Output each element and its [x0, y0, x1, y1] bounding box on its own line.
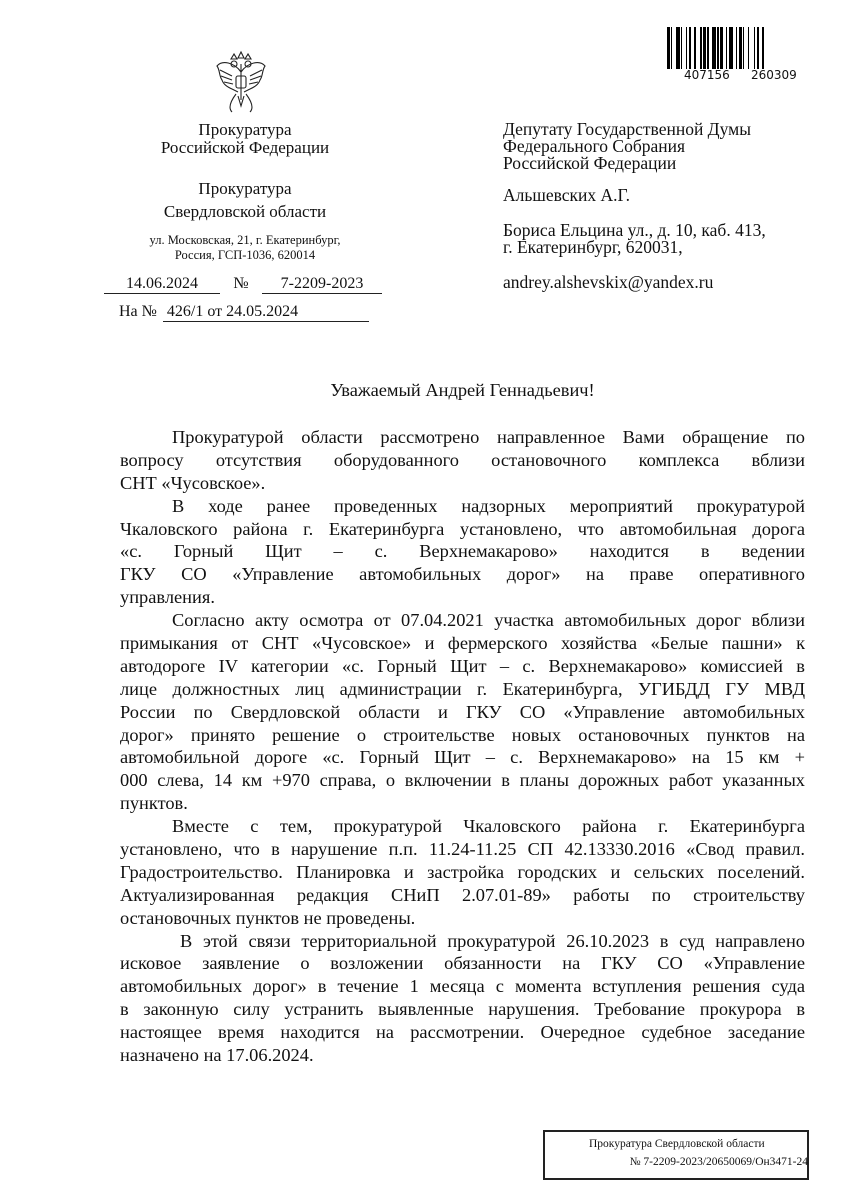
paragraph-line: лице должностных лиц администрации г. Екатеринбурга, УГИБДД ГУ МВД: [120, 678, 805, 699]
org-line: Прокуратура: [198, 120, 292, 139]
coat-of-arms-emblem: [214, 50, 268, 114]
address-line: ул. Московская, 21, г. Екатеринбург,: [149, 233, 341, 247]
paragraph-line: В этой связи территориальной прокуратурой 26.10.2023 в суд направлено: [180, 930, 805, 951]
recipient-address: [503, 222, 766, 256]
letter-body: [120, 426, 805, 1067]
paragraph-line: В ходе ранее проведенных надзорных мероприятий прокуратурой: [172, 495, 805, 516]
barcode-left-digits: 407156: [684, 68, 730, 82]
reply-label: На №: [119, 303, 157, 320]
paragraph-line: автомобильной дороге «с. Горный Щит – с. Верхнемакарово» на 15 км +: [120, 747, 805, 768]
paragraph-line: пунктов.: [120, 793, 188, 814]
paragraph-line: примыкания от СНТ «Чусовское» и фермерского хозяйства «Белые пашни» к: [120, 633, 805, 654]
paragraph-line: установлено, что в нарушение п.п. 11.24-11.25 СП 42.13330.2016 «Свод правил.: [120, 839, 805, 860]
number-sign: №: [233, 275, 249, 292]
barcode: [667, 27, 813, 69]
paragraph-line: России по Свердловской области и ГКУ СО «Управление автомобильных: [120, 701, 805, 722]
paragraph-line: остановочных пунктов не проведены.: [120, 907, 416, 928]
paragraph-line: Вместе с тем, прокуратурой Чкаловского района г. Екатеринбурга: [172, 816, 805, 837]
paragraph-line: дорог» принято решение о строительстве новых остановочных пунктов на: [120, 724, 805, 745]
recipient-title-line: Федерального Собрания: [503, 136, 686, 156]
paragraph-line: автодороге IV категории «с. Горный Щит – с. Верхнемакарово» комиссией в: [120, 655, 805, 676]
paragraph-line: управления.: [120, 587, 215, 608]
sender-org-federal: [120, 121, 370, 157]
sender-org-regional: [120, 177, 370, 223]
recipient-title-line: Российской Федерации: [503, 153, 677, 173]
barcode-right-digits: 260309: [751, 68, 797, 82]
paragraph-line: Чкаловского района г. Екатеринбурга установлено, что автомобильная дорога: [120, 518, 805, 539]
stamp-number: № 7-2209-2023/20650069/Он3471-24: [629, 1156, 808, 1168]
paragraph-line: вопросу отсутствия оборудованного остановочного комплекса вблизи: [120, 449, 805, 470]
recipient-address-line: Бориса Ельцина ул., д. 10, каб. 413,: [503, 220, 766, 240]
paragraph-line: Актуализированная редакция СНиП 2.07.01-89» работы по строительству: [120, 884, 805, 905]
barcode-bar: [764, 27, 766, 69]
paragraph-line: настоящее время находится на рассмотрении. Очередное судебное заседание: [120, 1022, 805, 1043]
paragraph-line: назначено на 17.06.2024.: [120, 1045, 314, 1066]
recipient-email: andrey.alshevskix@yandex.ru: [503, 272, 714, 292]
document-date: 14.06.2024: [104, 275, 220, 294]
paragraph-line: Согласно акту осмотра от 07.04.2021 участка автомобильных дорог вблизи: [172, 610, 805, 631]
paragraph-line: 000 слева, 14 км +970 справа, о включении в планы дорожных работ указанных: [120, 770, 805, 791]
paragraph-line: «с. Горный Щит – с. Верхнемакарово» находится в ведении: [120, 541, 805, 562]
document-date-number: [104, 275, 382, 294]
recipient-address-line: г. Екатеринбург, 620031,: [503, 237, 683, 257]
stamp-org: Прокуратура Свердловской области: [589, 1138, 765, 1150]
document-number: 7-2209-2023: [262, 275, 382, 294]
paragraph-line: исковое заявление о возложении обязанности на ГКУ СО «Управление: [120, 953, 805, 974]
registration-stamp: [543, 1130, 809, 1180]
address-line: Россия, ГСП-1036, 620014: [174, 248, 316, 262]
org-line: Прокуратура: [198, 179, 292, 198]
paragraph-line: ГКУ СО «Управление автомобильных дорог» на праве оперативного: [120, 564, 805, 585]
org-line: Российской Федерации: [160, 138, 330, 157]
salutation: Уважаемый Андрей Геннадьевич!: [330, 380, 595, 400]
paragraph-line: в законную силу устранить выявленные нарушения. Требование прокурора в: [120, 999, 805, 1020]
paragraph-line: Прокуратурой области рассмотрено направленное Вами обращение по: [172, 427, 805, 447]
reply-reference: [119, 303, 369, 322]
recipient-title: [503, 121, 751, 172]
org-line: Свердловской области: [163, 202, 327, 221]
paragraph-line: СНТ «Чусовское».: [120, 472, 266, 493]
paragraph-line: Градостроительство. Планировка и застройка городских и сельских поселений.: [120, 861, 805, 882]
reply-ref: 426/1 от 24.05.2024: [163, 303, 369, 322]
recipient-title-line: Депутату Государственной Думы: [503, 119, 751, 139]
paragraph-line: автомобильных дорог» в течение 1 месяца с момента вступления решения суда: [120, 976, 805, 997]
sender-address: [120, 233, 370, 263]
recipient-name: Альшевских А.Г.: [503, 185, 631, 205]
